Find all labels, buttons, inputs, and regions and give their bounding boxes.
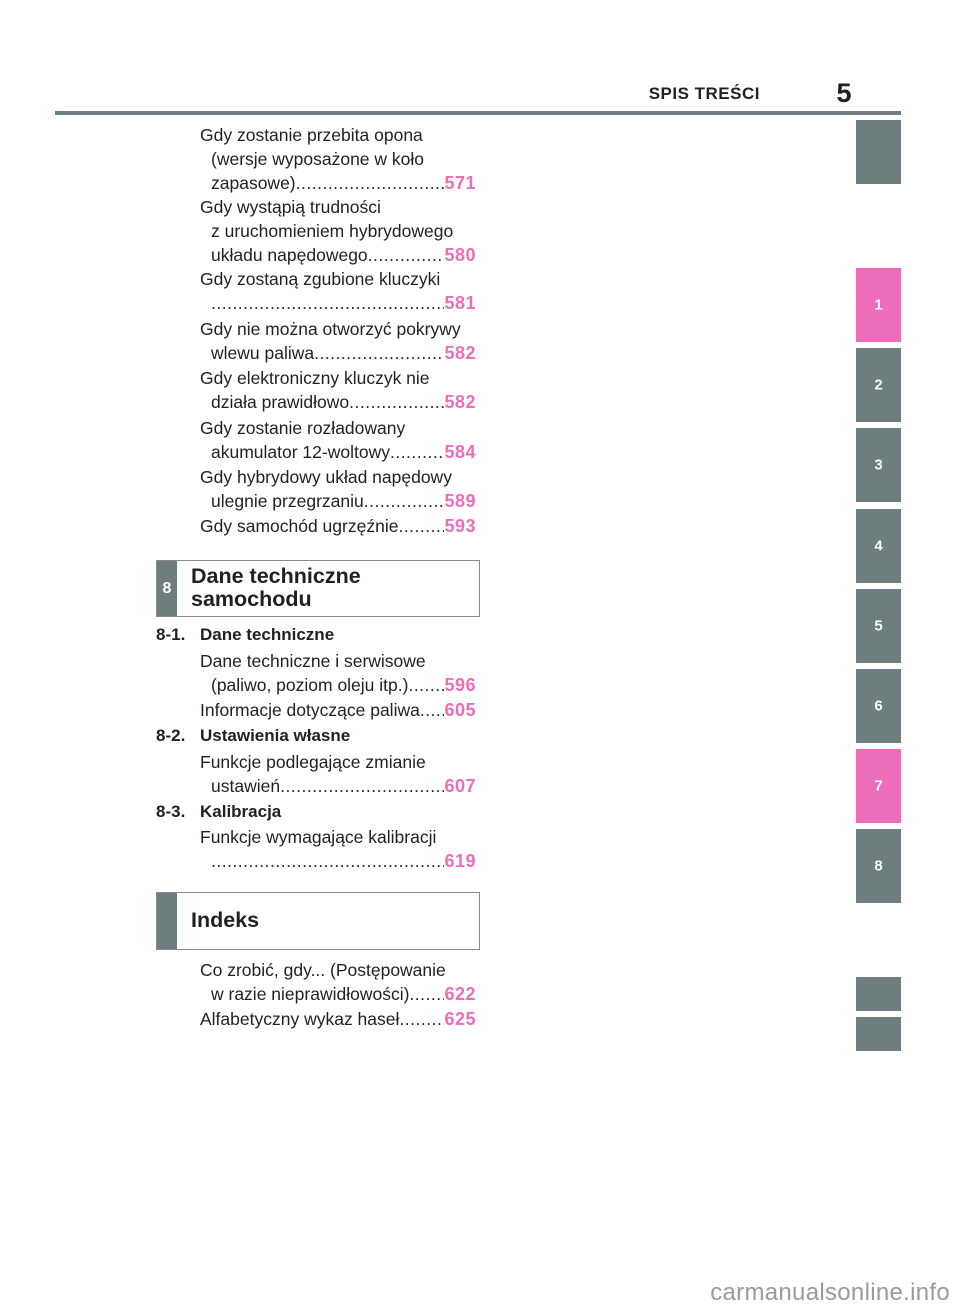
- section-heading[interactable]: [156, 623, 478, 647]
- page-ref[interactable]: 607: [444, 776, 476, 796]
- toc-entry-text: z uruchomieniem hybrydowego: [211, 221, 454, 241]
- chapter-title: Dane techniczne samochodu: [191, 564, 361, 611]
- section-number: 8-3.: [156, 802, 186, 821]
- toc-entry-text: wlewu paliwa: [211, 343, 315, 363]
- toc-entry[interactable]: [200, 514, 476, 538]
- page-ref[interactable]: 580: [444, 245, 476, 265]
- tab-chapter-7[interactable]: 7: [856, 749, 901, 823]
- section-number: 8-1.: [156, 625, 186, 644]
- tab-chapter-5[interactable]: 5: [856, 589, 901, 663]
- toc-entry[interactable]: [200, 649, 476, 697]
- section-title: Ustawienia własne: [200, 726, 351, 745]
- header-rule: [55, 111, 901, 115]
- toc-entry[interactable]: [200, 366, 476, 414]
- toc-entry-text: ustawień: [211, 776, 281, 796]
- toc-entry-text: Gdy samochód ugrzęźnie: [200, 516, 399, 536]
- section-title: Dane techniczne: [200, 625, 335, 644]
- section-number: 8-2.: [156, 726, 186, 745]
- section-title: Kalibracja: [200, 802, 282, 821]
- index-title: Indeks: [191, 908, 260, 932]
- page-ref[interactable]: 625: [444, 1009, 476, 1029]
- page-ref[interactable]: 584: [444, 442, 476, 462]
- toc-entry-text: Gdy elektroniczny kluczyk nie: [200, 368, 430, 388]
- toc-entry[interactable]: [200, 317, 476, 365]
- index-bar: [157, 893, 177, 949]
- watermark: carmanualsonline.info: [710, 1279, 950, 1306]
- toc-entry-text: Gdy nie można otworzyć pokrywy: [200, 319, 461, 339]
- toc-entry-text: w razie nieprawidłowości): [211, 984, 410, 1004]
- page-ref[interactable]: 605: [444, 700, 476, 720]
- toc-entry-text: Gdy wystąpią trudności: [200, 197, 381, 217]
- page-ref[interactable]: 582: [444, 392, 476, 412]
- toc-entry-text: Dane techniczne i serwisowe: [200, 651, 426, 671]
- tab-blank-top[interactable]: [856, 120, 901, 184]
- section-heading[interactable]: [156, 800, 478, 824]
- toc-entry[interactable]: [200, 1007, 476, 1031]
- toc-entry-text: Gdy hybrydowy układ napędowy: [200, 467, 452, 487]
- tab-chapter-3[interactable]: 3: [856, 428, 901, 502]
- page-ref[interactable]: 582: [444, 343, 476, 363]
- toc-entry-text: działa prawidłowo: [211, 392, 350, 412]
- toc-entry[interactable]: [200, 825, 476, 873]
- toc-entry-text: (wersje wyposażone w koło: [211, 149, 425, 169]
- toc-entry-text: Co zrobić, gdy... (Postępowanie: [200, 960, 446, 980]
- tab-chapter-8[interactable]: 8: [856, 829, 901, 903]
- tab-blank-index-1[interactable]: [856, 977, 901, 1011]
- toc-entry-text: Alfabetyczny wykaz haseł: [200, 1009, 400, 1029]
- page-ref[interactable]: 593: [444, 516, 476, 536]
- page-ref[interactable]: 589: [444, 491, 476, 511]
- toc-entry[interactable]: [200, 195, 476, 267]
- tab-chapter-4[interactable]: 4: [856, 509, 901, 583]
- toc-entry-text: Gdy zostanie rozładowany: [200, 418, 406, 438]
- toc-entry-text: Informacje dotyczące paliwa: [200, 700, 420, 720]
- page-ref[interactable]: 581: [444, 293, 476, 313]
- index-heading-box[interactable]: [156, 892, 480, 950]
- section-heading[interactable]: [156, 724, 478, 748]
- chapter-number-bar: 8: [157, 561, 177, 616]
- toc-entry-text: układu napędowego: [211, 245, 368, 265]
- toc-entry-text: Gdy zostanie przebita opona: [200, 125, 423, 145]
- toc-entry-text: Gdy zostaną zgubione kluczyki: [200, 269, 441, 289]
- toc-entry[interactable]: [200, 123, 476, 195]
- toc-entry-text: Funkcje wymagające kalibracji: [200, 827, 437, 847]
- page-ref[interactable]: 596: [444, 675, 476, 695]
- toc-entry[interactable]: [200, 267, 476, 315]
- toc-entry-text: zapasowe): [211, 173, 296, 193]
- tab-chapter-1[interactable]: 1: [856, 268, 901, 342]
- toc-entry-text: akumulator 12-woltowy: [211, 442, 390, 462]
- page-ref[interactable]: 619: [444, 851, 476, 871]
- tab-chapter-2[interactable]: 2: [856, 348, 901, 422]
- page-number: 5: [836, 78, 852, 108]
- chapter-heading-box[interactable]: [156, 560, 480, 617]
- toc-entry-text: Funkcje podlegające zmianie: [200, 752, 426, 772]
- toc-entry[interactable]: [200, 698, 476, 722]
- toc-entry[interactable]: [200, 416, 476, 464]
- toc-entry-text: ulegnie przegrzaniu: [211, 491, 364, 511]
- page-ref[interactable]: 622: [444, 984, 476, 1004]
- toc-entry[interactable]: [200, 750, 476, 798]
- header-title: SPIS TREŚCI: [648, 84, 760, 103]
- tab-blank-index-2[interactable]: [856, 1017, 901, 1051]
- page-ref[interactable]: 571: [444, 173, 476, 193]
- tab-chapter-6[interactable]: 6: [856, 669, 901, 743]
- toc-entry-text: (paliwo, poziom oleju itp.): [211, 675, 409, 695]
- toc-entry[interactable]: [200, 465, 476, 513]
- toc-entry[interactable]: [200, 958, 476, 1006]
